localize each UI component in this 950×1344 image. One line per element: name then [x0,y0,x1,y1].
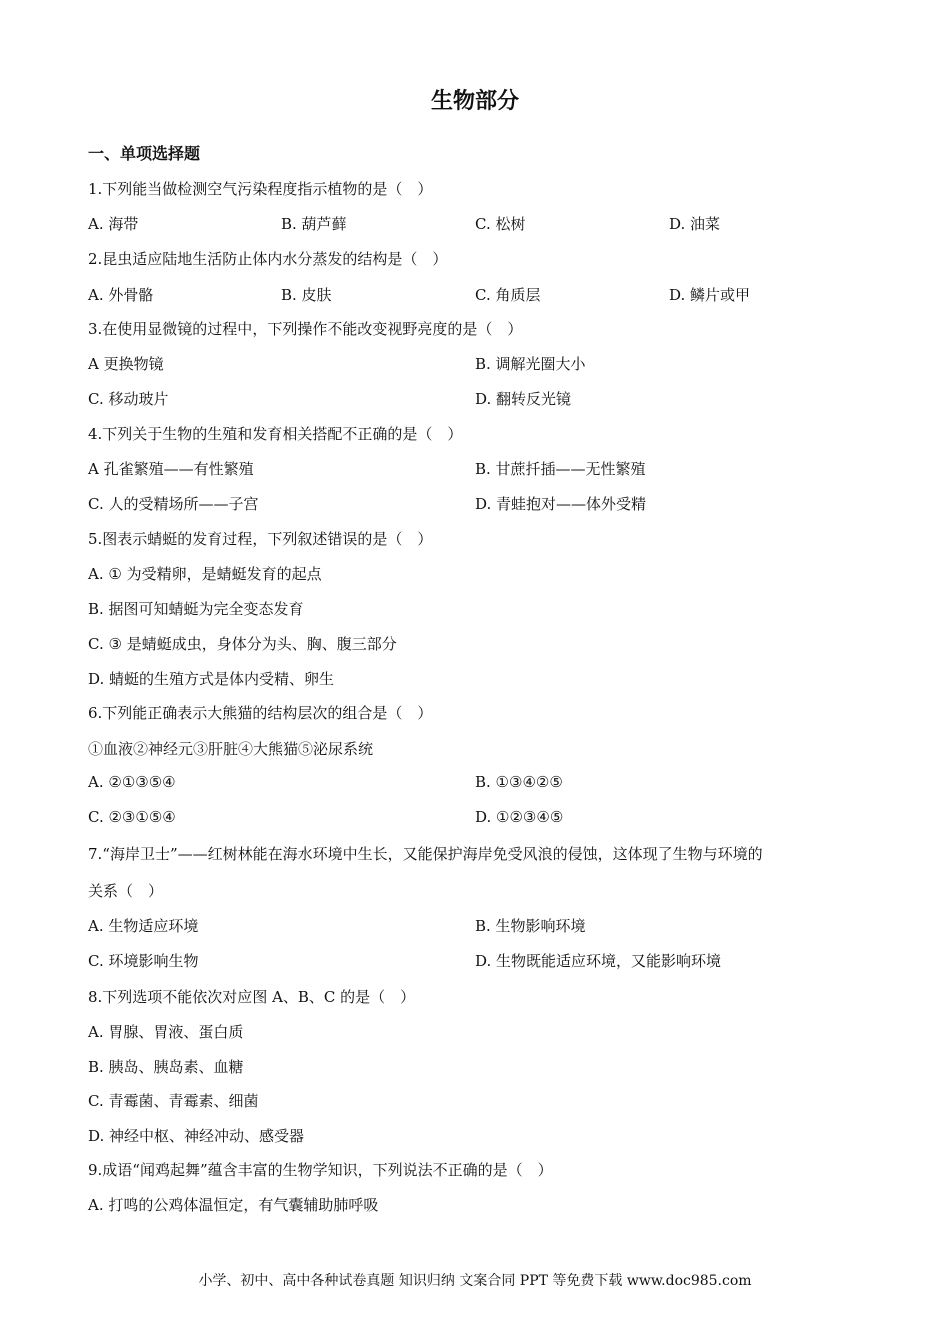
question-5-stem: 5.图表示蜻蜓的发育过程，下列叙述错误的是（ ） [88,530,433,548]
question-8-option-b: B. 胰岛、胰岛素、血糖 [88,1058,244,1076]
question-9-stem: 9.成语“闻鸡起舞”蕴含丰富的生物学知识，下列说法不正确的是（ ） [88,1161,553,1179]
question-6-option-c: C. ②③①⑤④ [88,808,176,826]
question-8-option-c: C. 青霉菌、青霉素、细菌 [88,1092,259,1110]
question-2-option-d: D. 鳞片或甲 [669,286,751,304]
question-5-option-a: A. ① 为受精卵，是蜻蜓发育的起点 [88,565,322,583]
question-8-option-d: D. 神经中枢、神经冲动、感受器 [88,1127,305,1145]
question-1-option-c: C. 松树 [475,215,526,233]
question-2-option-a: A. 外骨骼 [88,286,154,304]
page-footer: 小学、初中、高中各种试卷真题 知识归纳 文案合同 PPT 等免费下载 www.doc985.com [198,1273,752,1289]
question-2-option-b: B. 皮肤 [281,286,332,304]
question-2-option-c: C. 角质层 [475,286,541,304]
question-7-stem-continued: 关系（ ） [88,882,164,900]
question-3-option-c: C. 移动玻片 [88,390,169,408]
page-title: 生物部分 [430,89,519,114]
question-7-option-c: C. 环境影响生物 [88,952,199,970]
question-4-stem: 4.下列关于生物的生殖和发育相关搭配不正确的是（ ） [88,425,463,443]
question-3-option-b: B. 调解光圈大小 [475,355,586,373]
question-3-stem: 3.在使用显微镜的过程中，下列操作不能改变视野亮度的是（ ） [88,320,523,338]
question-4-option-d: D. 青蛙抱对——体外受精 [475,495,647,513]
question-3-option-d: D. 翻转反光镜 [475,390,572,408]
question-7-option-b: B. 生物影响环境 [475,917,586,935]
question-6-stem: 6.下列能正确表示大熊猫的结构层次的组合是（ ） [88,704,433,722]
question-7-option-d: D. 生物既能适应环境，又能影响环境 [475,952,722,970]
question-9-option-a: A. 打鸣的公鸡体温恒定，有气囊辅助肺呼吸 [88,1196,379,1214]
question-6-option-a: A. ②①③⑤④ [88,773,176,791]
question-6-option-b: B. ①③④②⑤ [475,773,563,791]
question-1-stem: 1.下列能当做检测空气污染程度指示植物的是（ ） [88,180,433,198]
section-heading: 一、单项选择题 [88,144,201,163]
question-2-stem: 2.昆虫适应陆地生活防止体内水分蒸发的结构是（ ） [88,250,448,268]
question-4-option-b: B. 甘蔗扦插——无性繁殖 [475,460,646,478]
question-8-option-a: A. 胃腺、胃液、蛋白质 [88,1023,244,1041]
question-5-option-b: B. 据图可知蜻蜓为完全变态发育 [88,600,304,618]
question-7-stem: 7.“海岸卫士”——红树林能在海水环境中生长，又能保护海岸免受风浪的侵蚀，这体现了生物与环境的 [88,845,763,863]
question-5-option-c: C. ③ 是蜻蜓成虫，身体分为头、胸、腹三部分 [88,635,397,653]
question-6-items: ①血液②神经元③肝脏④大熊猫⑤泌尿系统 [88,740,374,758]
question-1-option-a: A. 海带 [88,215,139,233]
question-5-option-d: D. 蜻蜓的生殖方式是体内受精、卵生 [88,670,335,688]
question-3-option-a: A 更换物镜 [88,355,164,373]
question-7-option-a: A. 生物适应环境 [88,917,199,935]
question-8-stem: 8.下列选项不能依次对应图 A、B、C 的是（ ） [88,988,416,1006]
question-1-option-d: D. 油菜 [669,215,721,233]
question-6-option-d: D. ①②③④⑤ [475,808,564,826]
question-1-option-b: B. 葫芦藓 [281,215,347,233]
question-4-option-c: C. 人的受精场所——子宫 [88,495,259,513]
question-4-option-a: A 孔雀繁殖——有性繁殖 [88,460,254,478]
